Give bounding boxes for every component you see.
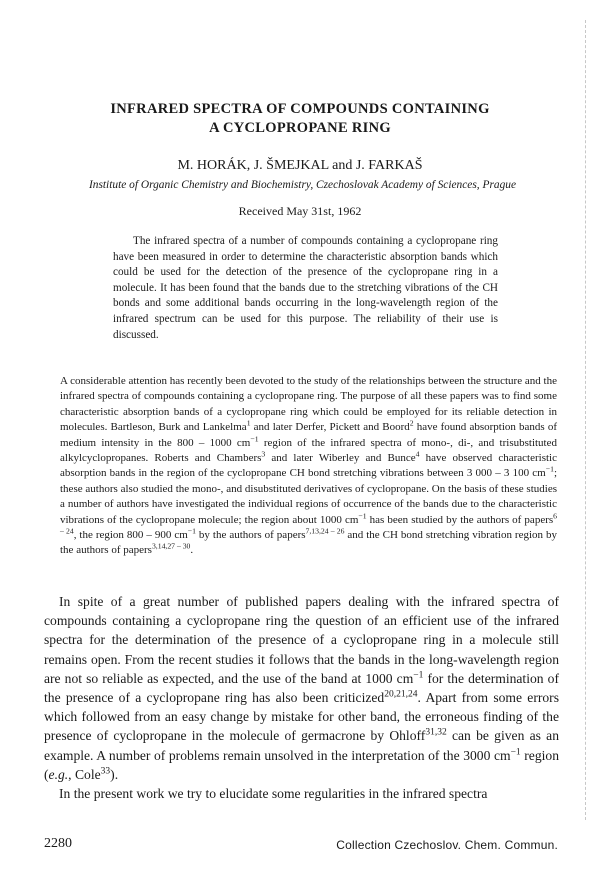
- main-text: [44, 592, 559, 803]
- author-list: M. HORÁK, J. ŠMEJKAL and J. FARKAŠ: [177, 158, 423, 173]
- received-date: Received May 31st, 1962: [238, 204, 362, 218]
- introduction-paragraph: [60, 374, 557, 559]
- article-title-line-2: A CYCLOPROPANE RING: [209, 120, 391, 136]
- page-number: 2280: [44, 836, 72, 851]
- paragraph-3: In the present work we try to elucidate some regularities in the infrared spectra: [59, 786, 488, 802]
- scan-margin-marks: [581, 20, 586, 820]
- journal-name: Collection Czechoslov. Chem. Commun.: [336, 838, 558, 852]
- article-title-line-1: INFRARED SPECTRA OF COMPOUNDS CONTAINING: [110, 101, 490, 117]
- abstract-text: The infrared spectra of a number of compounds containing a cyclopropane ring have been measured in order to determine the characteristic absorption bands which could be used for the detection of the presence of the cyclopropane ring in a molecule. It has been found that the bands due to the stretching vibrations of the CH bonds and some additional bands occurring in the long-wavelength region of the infrared spectrum can be used for this purpose. The reliability of their use is discussed.: [113, 235, 498, 341]
- paragraph-2: In spite of a great number of published papers dealing with the infrared spectra of compounds containing a cyclopropane ring the question of an efficient use of the infrared spectra for the determination of the presence of a cyclopropane ring in a molecule still remains open. From the recent studies it follows that the bands in the long-wavelength region are not so reliable as expected, and the use of the band at 1000 $cm^{-1}$ for the determination of the presence of a cyclopropane ring has also been criticized$^{20,21,24}$. Apart from some errors which followed from an easy change by mistake for other band, the erroneous finding of the presence of cyclopropane in the molecule of germacrone by Ohloff$^{31,32}$ can be given as an example. A number of problems remain unsolved in the interpretation of the 3000 $cm^{-1}$ region (e.g., Cole$^{33}$).: [44, 594, 559, 782]
- abstract: [113, 234, 498, 343]
- affiliation: Institute of Organic Chemistry and Biochemistry, Czechoslovak Academy of Sciences, Prague: [88, 179, 517, 191]
- introduction-text: A considerable attention has recently been devoted to the study of the relationships between the structure and the infrared spectra of compounds containing a cyclopropane ring. The purpose of all these papers was to find some characteristic absorption bands of a cyclopropane ring which could be employed for its reliable detection in molecules. Bartleson, Burk and Lankelma$^1$ and later Derfer, Pickett and Boord$^2$ have found absorption bands of medium intensity in the 800 – 1000 $cm^{-1}$ region of the infrared spectra of mono-, di-, and trisubstituted alkylcyclopropanes. Roberts and Chambers$^3$ and later Wiberley and Bunce$^4$ have observed characteristic absorption bands in the region of the cyclopropane CH bond stretching vibrations between 3 000 – 3 100 $cm^{-1}$; these authors also studied the mono-, and disubstituted derivatives of cyclopropane. On the basis of these studies a number of authors have investigated the individual regions of occurrence of the bands due to the characteristic vibrations of the cyclopropane molecule; the region about 1000 $cm^{-1}$ has been studied by the authors of papers$^{6 - 24}$, the region 800 – 900 $cm^{-1}$ by the authors of papers$^{7,13,24 - 26}$ and the CH bond stretching vibration region by the authors of papers$^{3,14,27 - 30}$.: [60, 375, 558, 557]
